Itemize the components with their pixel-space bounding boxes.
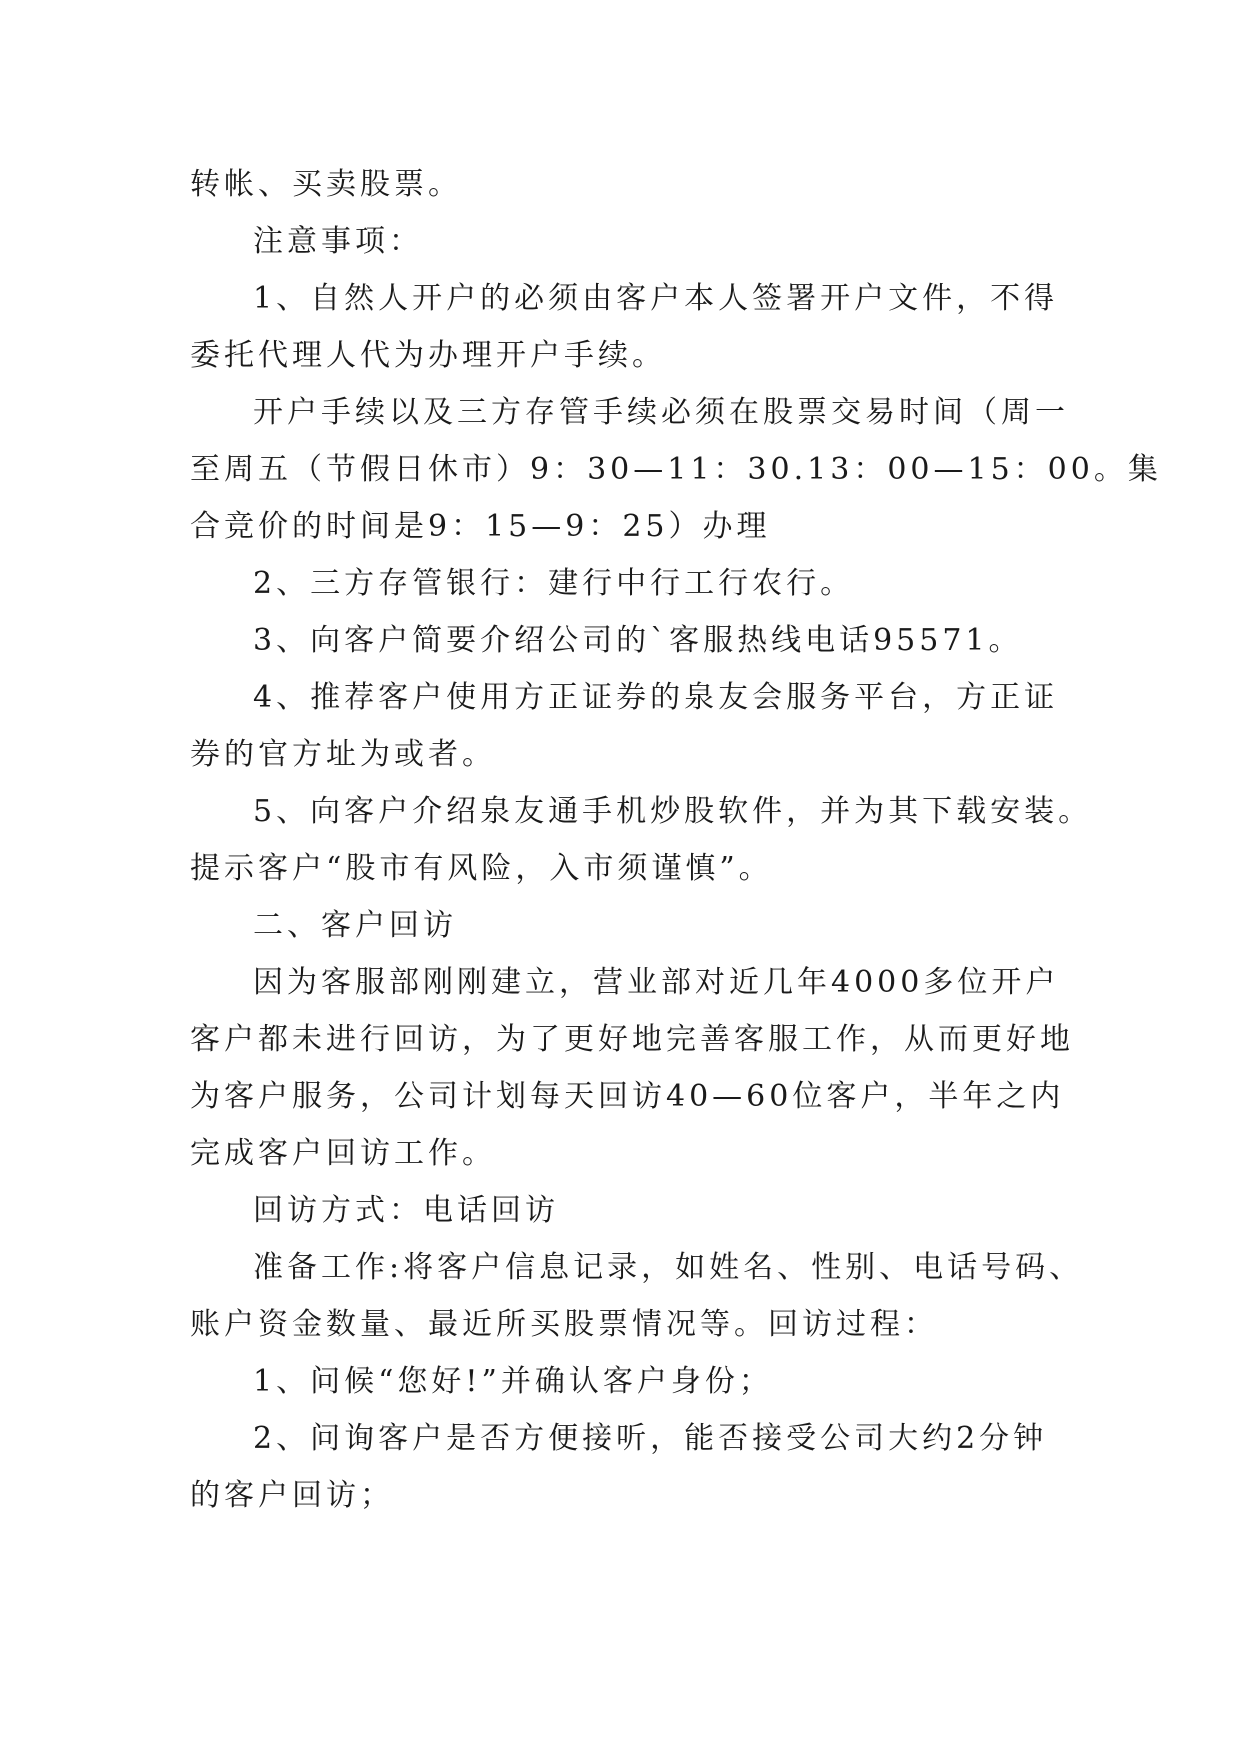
text-line: 2、三方存管银行：建行中行工行农行。 [253,566,855,601]
text-line: 转帐、买卖股票。 [190,167,462,202]
text-line: 2、问询客户是否方便接听，能否接受公司大约2分钟 [253,1421,1048,1456]
text-line: 5、向客户介绍泉友通手机炒股软件，并为其下载安装。 [253,794,1093,829]
text-line: 提示客户“股市有风险，入市须谨慎”。 [190,851,773,886]
text-line: 的客户回访； [190,1478,394,1513]
text-line: 客户都未进行回访，为了更好地完善客服工作，从而更好地 [190,1022,1074,1057]
text-line: 至周五（节假日休市）9：30—11：30.13：00—15：00。集 [190,452,1162,487]
section-heading-notes: 注意事项： [253,224,423,259]
text-line: 账户资金数量、最近所买股票情况等。回访过程： [190,1307,938,1342]
text-line: 1、自然人开户的必须由客户本人签署开户文件，不得 [253,281,1059,316]
text-line: 券的官方址为或者。 [190,737,496,772]
text-line: 4、推荐客户使用方正证券的泉友会服务平台，方正证 [253,680,1059,715]
text-line: 因为客服部刚刚建立，营业部对近几年4000多位开户 [253,965,1060,1000]
text-line: 委托代理人代为办理开户手续。 [190,338,666,373]
text-line: 完成客户回访工作。 [190,1136,496,1171]
text-line: 开户手续以及三方存管手续必须在股票交易时间（周一 [253,395,1069,430]
text-line: 1、问候“您好!”并确认客户身份； [253,1364,773,1399]
text-line: 回访方式：电话回访 [253,1193,559,1228]
text-line: 为客户服务，公司计划每天回访40—60位客户，半年之内 [190,1079,1065,1114]
text-line: 准备工作:将客户信息记录，如姓名、性别、电话号码、 [253,1250,1084,1285]
text-line: 合竞价的时间是9：15—9：25）办理 [190,509,771,544]
section-heading-customer-visit: 二、客户回访 [253,908,457,943]
text-line: 3、向客户简要介绍公司的`客服热线电话95571。 [253,623,1023,658]
